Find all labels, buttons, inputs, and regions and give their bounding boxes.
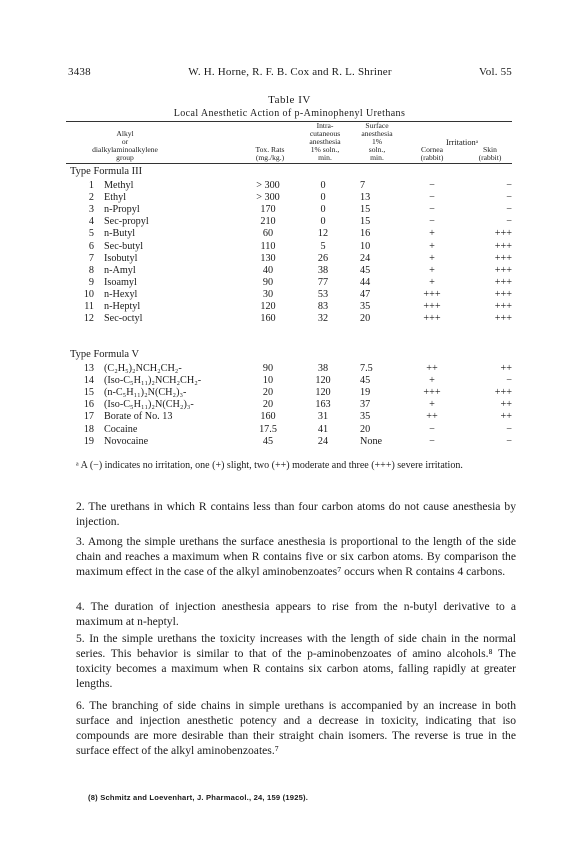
cell-skin: − — [506, 375, 512, 387]
cell-group: Sec-butyl — [104, 240, 144, 252]
cell-n: 13 — [83, 363, 94, 374]
cell-cornea: + — [429, 264, 435, 276]
cell-tox: 160 — [260, 313, 276, 325]
cell-n: 3 — [88, 204, 94, 216]
cell-intra: 12 — [317, 228, 329, 240]
cell-group: Sec-octyl — [104, 313, 143, 325]
cell-n: 14 — [83, 375, 94, 387]
cell-skin: +++ — [494, 313, 512, 325]
paragraph-6: 6. The branching of side chains in simple urethans is accompanied by an increase in both surface and injection anesthetic potency and a decrease in toxicity, indicating that iso compounds are more desirable than their straight chain isomers. The reverse is true in the surface effect of the alkyl aminobenzoates.⁷ — [76, 699, 516, 757]
table-footnote: ᵃ A (−) indicates no irritation, one (+) slight, two (++) moderate and three (+++) severe irritation. — [76, 460, 463, 471]
section-title-formula-iii: Type Formula III — [70, 166, 143, 177]
cell-tox: 20 — [262, 387, 274, 399]
table-row — [0, 277, 579, 289]
cell-intra: 0 — [320, 216, 326, 228]
cell-group: n-Butyl — [104, 228, 136, 240]
table-row — [0, 387, 579, 399]
table-row — [0, 204, 579, 216]
table-row — [0, 265, 579, 277]
cell-n: 9 — [88, 276, 94, 288]
cell-n: 12 — [83, 313, 94, 325]
table-row — [0, 301, 579, 313]
cell-tox: 45 — [262, 435, 274, 447]
cell-surface: 24 — [360, 252, 371, 264]
cell-group: Isobutyl — [104, 252, 138, 264]
cell-group: Ethyl — [104, 192, 127, 204]
cell-surface: 16 — [360, 228, 371, 240]
cell-intra: 26 — [317, 252, 329, 264]
cell-tox: 20 — [262, 399, 274, 411]
cell-intra: 31 — [317, 411, 329, 423]
cell-surface: 45 — [360, 264, 371, 276]
cell-intra: 0 — [320, 180, 326, 191]
cell-skin: − — [506, 423, 512, 435]
cell-n: 1 — [88, 180, 94, 191]
cell-n: 5 — [88, 228, 94, 240]
cell-skin: +++ — [494, 264, 512, 276]
cell-intra: 24 — [317, 435, 329, 447]
col-head-intracutaneous: Intra- cutaneous anesthesia 1% soln., min. — [309, 121, 341, 162]
cell-group: (n-C₅H₁₁)₂N(CH₂)₃- — [104, 387, 187, 399]
cell-group: n-Heptyl — [104, 301, 141, 312]
cell-skin: ++ — [500, 363, 512, 374]
col-head-cornea: Cornea (rabbit) — [420, 145, 444, 162]
cell-n: 11 — [84, 301, 94, 312]
cell-n: 7 — [88, 252, 94, 264]
table-top-rule — [66, 121, 512, 122]
running-header — [68, 66, 512, 80]
cell-tox: 40 — [262, 264, 274, 276]
cell-intra: 0 — [320, 204, 326, 216]
table-row — [0, 253, 579, 265]
cell-surface: 19 — [360, 387, 371, 399]
cell-surface: 35 — [360, 301, 371, 312]
cell-intra: 83 — [317, 301, 329, 312]
table-row — [0, 411, 579, 423]
cell-intra: 41 — [317, 423, 329, 435]
table-row — [0, 424, 579, 436]
cell-surface: 20 — [360, 423, 371, 435]
cell-n: 17 — [83, 411, 94, 423]
cell-skin: − — [506, 180, 512, 191]
cell-cornea: +++ — [423, 288, 441, 300]
cell-skin: +++ — [494, 240, 512, 252]
cell-skin: − — [506, 435, 512, 447]
cell-tox: 130 — [260, 252, 276, 264]
cell-n: 16 — [83, 399, 94, 411]
cell-group: (C₂H₅)₂NCH₂CH₂- — [104, 363, 182, 374]
table-caption: Local Anesthetic Action of p-Aminophenyl Urethans — [173, 108, 406, 119]
cell-skin: − — [506, 216, 512, 228]
cell-skin: +++ — [494, 252, 512, 264]
cell-skin: +++ — [494, 387, 512, 399]
reference-8: (8) Schmitz and Loevenhart, J. Pharmacol., 24, 159 (1925). — [88, 793, 309, 802]
cell-n: 19 — [83, 435, 94, 447]
table-row — [0, 289, 579, 301]
cell-surface: None — [360, 435, 383, 447]
cell-cornea: − — [429, 435, 435, 447]
cell-cornea: + — [429, 240, 435, 252]
cell-intra: 38 — [317, 363, 329, 374]
cell-cornea: + — [429, 252, 435, 264]
table-row — [0, 436, 579, 448]
cell-tox: 110 — [260, 240, 276, 252]
cell-n: 6 — [88, 240, 94, 252]
cell-surface: 35 — [360, 411, 371, 423]
cell-surface: 37 — [360, 399, 371, 411]
cell-cornea: − — [429, 192, 435, 204]
cell-tox: 60 — [262, 228, 274, 240]
cell-group: n-Hexyl — [104, 288, 138, 300]
cell-n: 15 — [83, 387, 94, 399]
cell-tox: 17.5 — [259, 423, 277, 435]
col-head-alkyl: Alkyl or dialkylaminoalkylene group — [92, 129, 158, 162]
cell-surface: 47 — [360, 288, 371, 300]
cell-group: (Iso-C₅H₁₁)₂N(CH₂)₃- — [104, 399, 194, 411]
cell-intra: 5 — [320, 240, 326, 252]
cell-cornea: − — [429, 180, 435, 191]
cell-skin: ++ — [500, 411, 512, 423]
cell-intra: 120 — [315, 387, 331, 399]
cell-intra: 120 — [315, 375, 331, 387]
cell-skin: ++ — [500, 399, 512, 411]
table-number: Table IV — [268, 94, 311, 106]
cell-n: 2 — [88, 192, 94, 204]
cell-tox: 160 — [260, 411, 276, 423]
cell-n: 8 — [88, 264, 94, 276]
cell-tox: 170 — [260, 204, 276, 216]
cell-group: Sec-propyl — [104, 216, 149, 228]
cell-cornea: + — [429, 228, 435, 240]
cell-cornea: + — [429, 399, 435, 411]
col-head-skin: Skin (rabbit) — [478, 145, 502, 162]
cell-cornea: ++ — [426, 363, 438, 374]
cell-group: Novocaine — [104, 435, 149, 447]
cell-tox: 210 — [260, 216, 276, 228]
table-row — [0, 399, 579, 411]
col-head-tox: Tox. Rats (mg./kg.) — [255, 145, 285, 162]
cell-surface: 45 — [360, 375, 371, 387]
cell-group: (Iso-C₅H₁₁)₂NCH₂CH₂- — [104, 375, 202, 387]
col-head-surface: Surface anesthesia 1% soln., min. — [361, 121, 393, 162]
cell-surface: 10 — [360, 240, 371, 252]
cell-group: n-Propyl — [104, 204, 140, 216]
cell-n: 10 — [83, 288, 94, 300]
table-row — [0, 180, 579, 192]
cell-skin: − — [506, 192, 512, 204]
table-row — [0, 228, 579, 240]
cell-intra: 32 — [317, 313, 329, 325]
table-row — [0, 241, 579, 253]
cell-tox: 90 — [262, 363, 274, 374]
table-head-rule — [66, 163, 512, 164]
cell-cornea: − — [429, 216, 435, 228]
section-title-formula-v: Type Formula V — [70, 349, 140, 360]
cell-intra: 0 — [320, 192, 326, 204]
cell-tox: 30 — [262, 288, 274, 300]
cell-surface: 44 — [360, 276, 371, 288]
cell-skin: +++ — [494, 288, 512, 300]
cell-skin: − — [506, 204, 512, 216]
table-row — [0, 363, 579, 375]
cell-cornea: +++ — [423, 387, 441, 399]
table-row — [0, 375, 579, 387]
paragraph-5: 5. In the simple urethans the toxicity increases with the length of side chain in the normal series. This behavior is similar to that of the p-aminobenzoates of amino alcohols.⁸ The toxicity becomes a maximum when R contains six carbon atoms, falling rapidly at greater lengths. — [76, 632, 516, 690]
cell-cornea: +++ — [423, 313, 441, 325]
col-head-irritation: Irritationᵃ — [445, 138, 479, 147]
cell-group: Methyl — [104, 180, 134, 191]
table-row — [0, 192, 579, 204]
cell-tox: > 300 — [256, 192, 280, 204]
cell-intra: 38 — [317, 264, 329, 276]
cell-skin: +++ — [494, 301, 512, 312]
cell-cornea: + — [429, 375, 435, 387]
cell-surface: 15 — [360, 216, 371, 228]
cell-group: Isoamyl — [104, 276, 137, 288]
table-row — [0, 313, 579, 325]
cell-intra: 77 — [317, 276, 329, 288]
cell-tox: 90 — [262, 276, 274, 288]
cell-skin: +++ — [494, 228, 512, 240]
paragraph-2: 2. The urethans in which R contains less than four carbon atoms do not cause anesthesia by injection. — [76, 500, 516, 528]
volume-label: Vol. 55 — [479, 66, 512, 78]
cell-cornea: − — [429, 423, 435, 435]
cell-tox: 10 — [262, 375, 274, 387]
cell-intra: 53 — [317, 288, 329, 300]
cell-surface: 15 — [360, 204, 371, 216]
table-row — [0, 216, 579, 228]
cell-tox: 120 — [260, 301, 276, 312]
paragraph-3: 3. Among the simple urethans the surface anesthesia is proportional to the length of the side chain and reaches a maximum when R contains five or six carbon atoms. By comparison the maximum effect in the case of the alkyl aminobenzoates⁷ occurs when R contains 4 carbons. — [76, 535, 516, 578]
cell-surface: 20 — [360, 313, 371, 325]
cell-n: 18 — [83, 423, 94, 435]
cell-surface: 7.5 — [360, 363, 373, 374]
cell-cornea: ++ — [426, 411, 438, 423]
author-line: W. H. Horne, R. F. B. Cox and R. L. Shriner — [188, 66, 392, 78]
cell-cornea: − — [429, 204, 435, 216]
cell-group: Borate of No. 13 — [104, 411, 173, 423]
page-number: 3438 — [68, 66, 91, 78]
cell-surface: 7 — [360, 180, 366, 191]
cell-group: Cocaine — [104, 423, 138, 435]
paragraph-4: 4. The duration of injection anesthesia appears to rise from the n-butyl derivative to a maximum at n-heptyl. — [76, 600, 516, 628]
cell-skin: +++ — [494, 276, 512, 288]
cell-group: n-Amyl — [104, 264, 136, 276]
cell-cornea: + — [429, 276, 435, 288]
cell-surface: 13 — [360, 192, 371, 204]
cell-intra: 163 — [315, 399, 331, 411]
cell-tox: > 300 — [256, 180, 280, 191]
cell-n: 4 — [88, 216, 94, 228]
cell-cornea: +++ — [423, 301, 441, 312]
